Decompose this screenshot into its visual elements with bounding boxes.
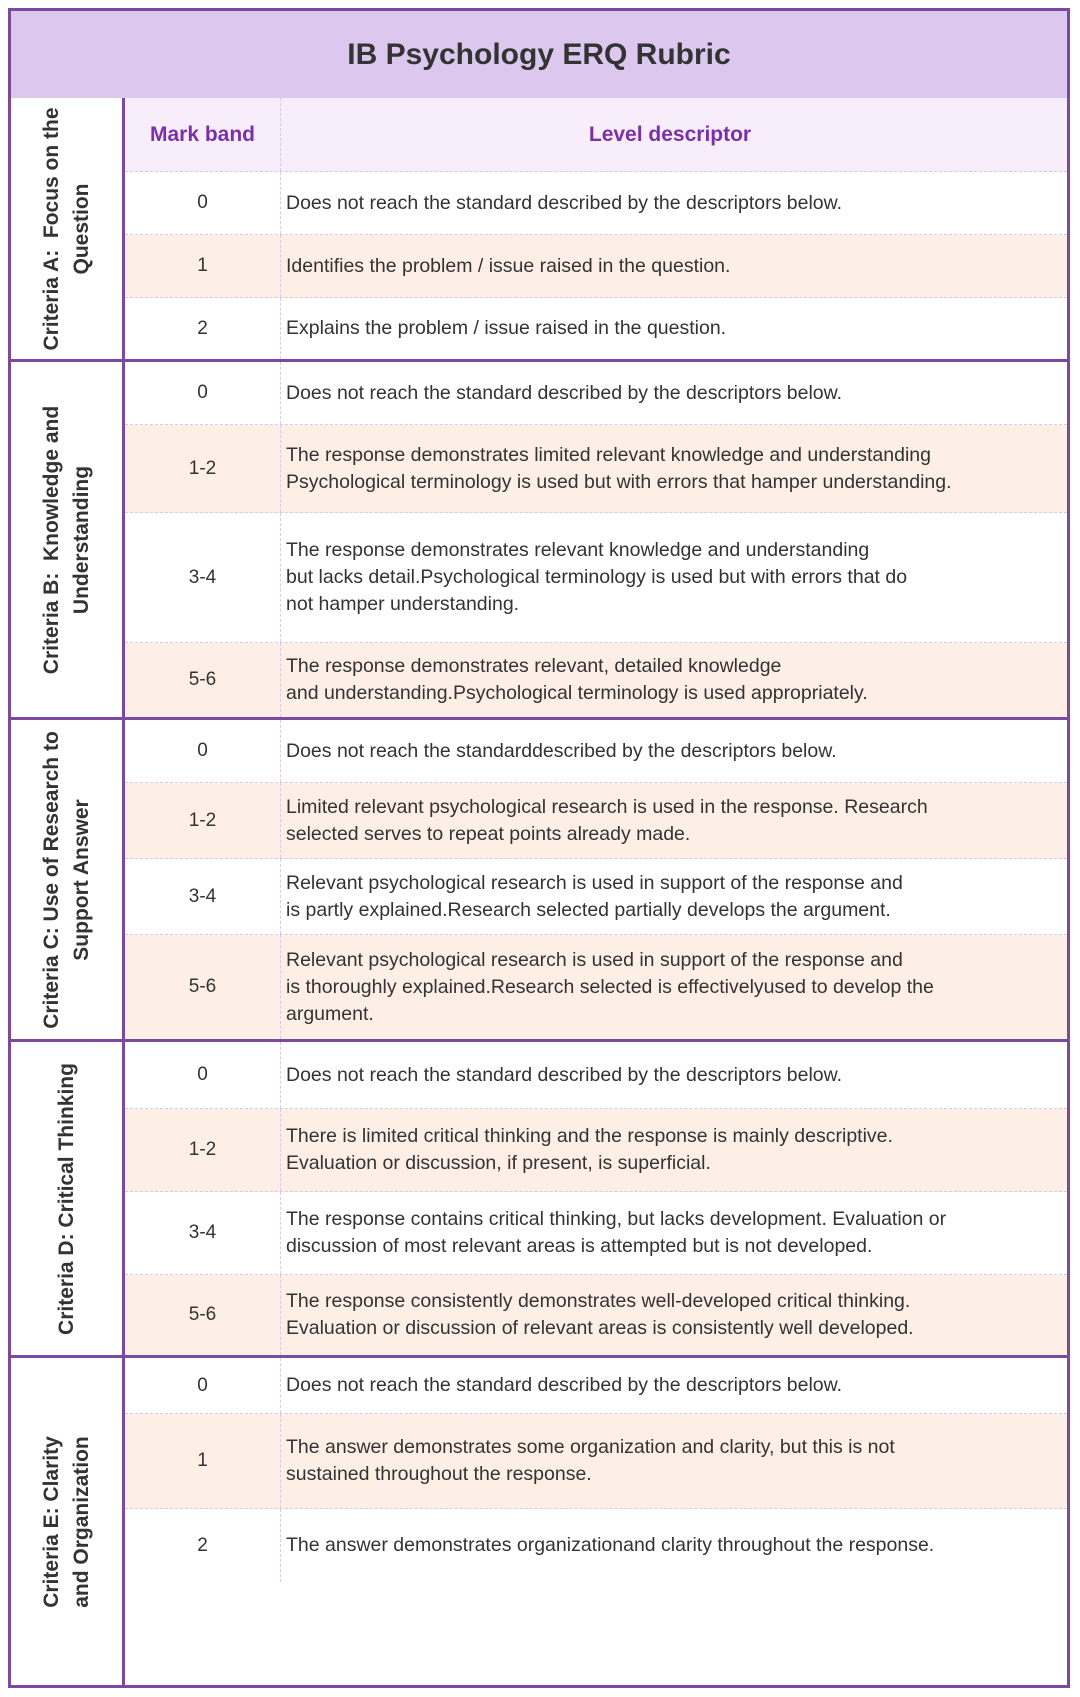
level-descriptor (281, 1358, 1067, 1413)
mark-band: 0 (125, 362, 281, 424)
level-descriptor (281, 720, 1067, 782)
table-row (125, 720, 1067, 783)
criterion-block (11, 720, 1067, 1042)
criterion-rows (125, 362, 1067, 717)
level-descriptor-text: The response demonstrates relevant knowledge and understanding but lacks detail.Psychological terminology is used but with errors that do not hamper understanding. (286, 539, 908, 615)
table-row (125, 172, 1067, 235)
criterion-block (11, 1358, 1067, 1685)
table-row (125, 1414, 1067, 1509)
mark-band: 1-2 (125, 1109, 281, 1191)
mark-band: 0 (125, 720, 281, 782)
criterion-label: Criteria A: Focus on the Question (39, 106, 93, 351)
criterion-label-cell (11, 362, 125, 717)
level-descriptor-text: The response consistently demonstrates well-developed critical thinking. Evaluation or discussion of relevant areas is consistently well developed. (286, 1290, 914, 1339)
criterion-label-cell (11, 1358, 125, 1685)
mark-band: 5-6 (125, 935, 281, 1039)
mark-band: 1-2 (125, 425, 281, 512)
level-descriptor (281, 513, 1067, 642)
level-descriptor-text: Relevant psychological research is used in support of the response and is partly explained.Research selected partially develops the argument. (286, 871, 903, 921)
level-descriptor (281, 643, 1067, 717)
mark-band: 1-2 (125, 783, 281, 858)
level-descriptor (281, 1042, 1067, 1108)
level-descriptor (281, 298, 1067, 359)
mark-band: 3-4 (125, 513, 281, 642)
mark-band: 5-6 (125, 1275, 281, 1355)
level-descriptor-text: Does not reach the standard described by the descriptors below. (286, 381, 843, 404)
level-descriptor (281, 1414, 1067, 1508)
criterion-label-cell (11, 1042, 125, 1355)
level-descriptor (281, 783, 1067, 858)
criterion-label: Criteria D: Critical Thinking (54, 1062, 78, 1335)
criterion-rows (125, 720, 1067, 1039)
title-bar (11, 11, 1067, 101)
level-descriptor-text: Limited relevant psychological research is used in the response. Research selected serves to repeat points already made. (286, 795, 928, 845)
column-header-descriptor: Level descriptor (588, 123, 752, 146)
criterion-rows (125, 98, 1067, 359)
level-descriptor (281, 1192, 1067, 1274)
table-row (125, 1509, 1067, 1582)
level-descriptor-text: Does not reach the standarddescribed by the descriptors below. (286, 739, 837, 762)
level-descriptor (281, 425, 1067, 512)
page-title: IB Psychology ERQ Rubric (347, 37, 731, 71)
criterion-label: Criteria B: Knowledge and Understanding (39, 405, 93, 674)
level-descriptor (281, 235, 1067, 297)
criterion-label: Criteria E: Clarity and Organization (39, 1435, 93, 1608)
level-descriptor-text: Does not reach the standard described by the descriptors below. (286, 1063, 843, 1086)
table-row (125, 643, 1067, 717)
level-descriptor (281, 172, 1067, 234)
level-descriptor-text: The response demonstrates relevant, detailed knowledge and understanding.Psychological terminology is used appropriately. (286, 655, 868, 704)
level-descriptor (281, 1275, 1067, 1355)
mark-band: 5-6 (125, 643, 281, 717)
level-descriptor-text: Identifies the problem / issue raised in the question. (286, 254, 731, 277)
criterion-rows (125, 1042, 1067, 1355)
table-row (125, 513, 1067, 643)
mark-band: 0 (125, 1042, 281, 1108)
criterion-label: Criteria C: Use of Research to Support Answer (39, 730, 93, 1029)
level-descriptor-text: There is limited critical thinking and the response is mainly descriptive. Evaluation or discussion, if present, is superficial. (286, 1125, 893, 1174)
table-row (125, 935, 1067, 1039)
level-descriptor-text: The answer demonstrates organizationand clarity throughout the response. (286, 1534, 935, 1556)
criterion-label-cell (11, 720, 125, 1039)
criterion-label-cell (11, 98, 125, 359)
mark-band: 3-4 (125, 1192, 281, 1274)
level-descriptor (281, 1509, 1067, 1582)
level-descriptor-text: Does not reach the standard described by the descriptors below. (286, 191, 843, 214)
rubric-table (8, 8, 1070, 1688)
column-header-row (125, 98, 1067, 172)
table-row (125, 425, 1067, 513)
criterion-rows (125, 1358, 1067, 1685)
table-row (125, 783, 1067, 859)
level-descriptor-text: Explains the problem / issue raised in the question. (286, 317, 727, 339)
mark-band: 1 (125, 235, 281, 297)
table-row (125, 1042, 1067, 1109)
mark-band: 1 (125, 1414, 281, 1508)
table-row (125, 1192, 1067, 1275)
table-row (125, 1109, 1067, 1192)
level-descriptor-text: The response demonstrates limited relevant knowledge and understanding Psychological terminology is used but with errors that hamper understanding. (286, 443, 952, 493)
level-descriptor (281, 1109, 1067, 1191)
table-row (125, 1275, 1067, 1355)
mark-band: 2 (125, 298, 281, 359)
table-row (125, 298, 1067, 359)
column-header-band: Mark band (125, 98, 281, 171)
level-descriptor (281, 935, 1067, 1039)
mark-band: 0 (125, 1358, 281, 1413)
level-descriptor (281, 859, 1067, 934)
level-descriptor-text: Does not reach the standard described by the descriptors below. (286, 1374, 843, 1396)
mark-band: 3-4 (125, 859, 281, 934)
mark-band: 0 (125, 172, 281, 234)
table-row (125, 362, 1067, 425)
table-row (125, 859, 1067, 935)
table-row (125, 235, 1067, 298)
criterion-block (11, 1042, 1067, 1358)
criterion-block (11, 362, 1067, 720)
level-descriptor (281, 362, 1067, 424)
level-descriptor-text: The response contains critical thinking, but lacks development. Evaluation or discussion of most relevant areas is attempted but is not developed. (286, 1208, 947, 1257)
mark-band: 2 (125, 1509, 281, 1582)
level-descriptor-text: The answer demonstrates some organization and clarity, but this is not sustained throughout the response. (286, 1436, 895, 1485)
criterion-block (11, 98, 1067, 362)
level-descriptor-text: Relevant psychological research is used in support of the response and is thoroughly explained.Research selected is effectivelyused to develop the argument. (286, 948, 934, 1025)
table-row (125, 1358, 1067, 1414)
